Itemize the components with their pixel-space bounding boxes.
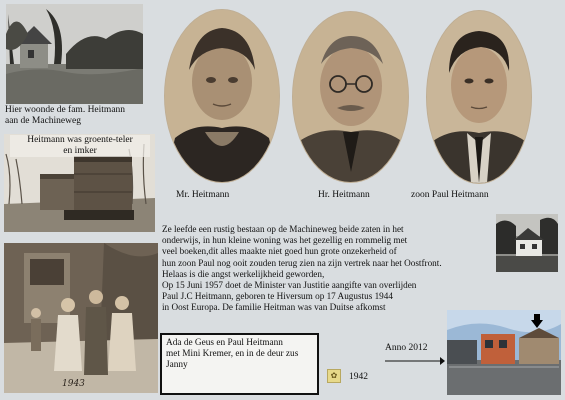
- house-caption: Hier woonde de fam. Heitmann aan de Machineweg: [5, 105, 126, 126]
- photo-group: [4, 243, 158, 393]
- group-photo-caption: Ada de Geus en Paul Heitmann met Mini Kremer, en in de deur zus Janny: [166, 338, 299, 370]
- group-photo-caption-box: [160, 333, 319, 395]
- story-text: Ze leefde een rustig bestaan op de Machineweg beide zaten in het onderwijs, in hun kleine woning was het gezellig en rommelig met veel boeken,dit alles maakte niet goed hun grote onzekerheid of hun zoon Paul nog ooit zouden terug zien na zijn vertrek naar het Oostfront. Helaas is die angst werkelijkheid geworden, Op 15 Juni 1957 doet de Minister van Justitie aangifte van overlijden Paul J.C Heitmann, geboren te Hiversum op 17 Augustus 1944 in Oost Europa. De familie Heitman was van Duitse afkomst: [162, 224, 442, 313]
- small-house-image: [496, 214, 558, 272]
- year-1942: 1942: [349, 372, 368, 382]
- portrait-image-2: [293, 12, 408, 182]
- year-2012-label: Anno 2012: [385, 343, 428, 353]
- group-photo-image: [4, 243, 158, 393]
- portrait-caption-3: zoon Paul Heitmann: [411, 190, 489, 200]
- photo-2012: [447, 310, 561, 395]
- house-photo-image: [6, 4, 143, 104]
- portrait-caption-2: Hr. Heitmann: [318, 190, 370, 200]
- portrait-hr-heitmann: [293, 12, 408, 182]
- portrait-caption-1: Mr. Heitmann: [176, 190, 230, 200]
- photo-house: [6, 4, 143, 104]
- portrait-image-1: [165, 10, 279, 182]
- stamp-icon: ✿: [327, 369, 341, 383]
- portrait-mrs-heitmann: [165, 10, 279, 182]
- beehive-caption: Heitmann was groente-teler en imker: [10, 135, 150, 157]
- portrait-image-3: [427, 11, 531, 183]
- portrait-paul-heitmann: [427, 11, 531, 183]
- down-arrow-marker-icon: [531, 314, 543, 328]
- group-photo-year-label: 1943: [62, 379, 85, 389]
- modern-street-image: [447, 310, 561, 395]
- arrow-right-icon: [384, 356, 446, 366]
- photo-house-small: [496, 214, 558, 272]
